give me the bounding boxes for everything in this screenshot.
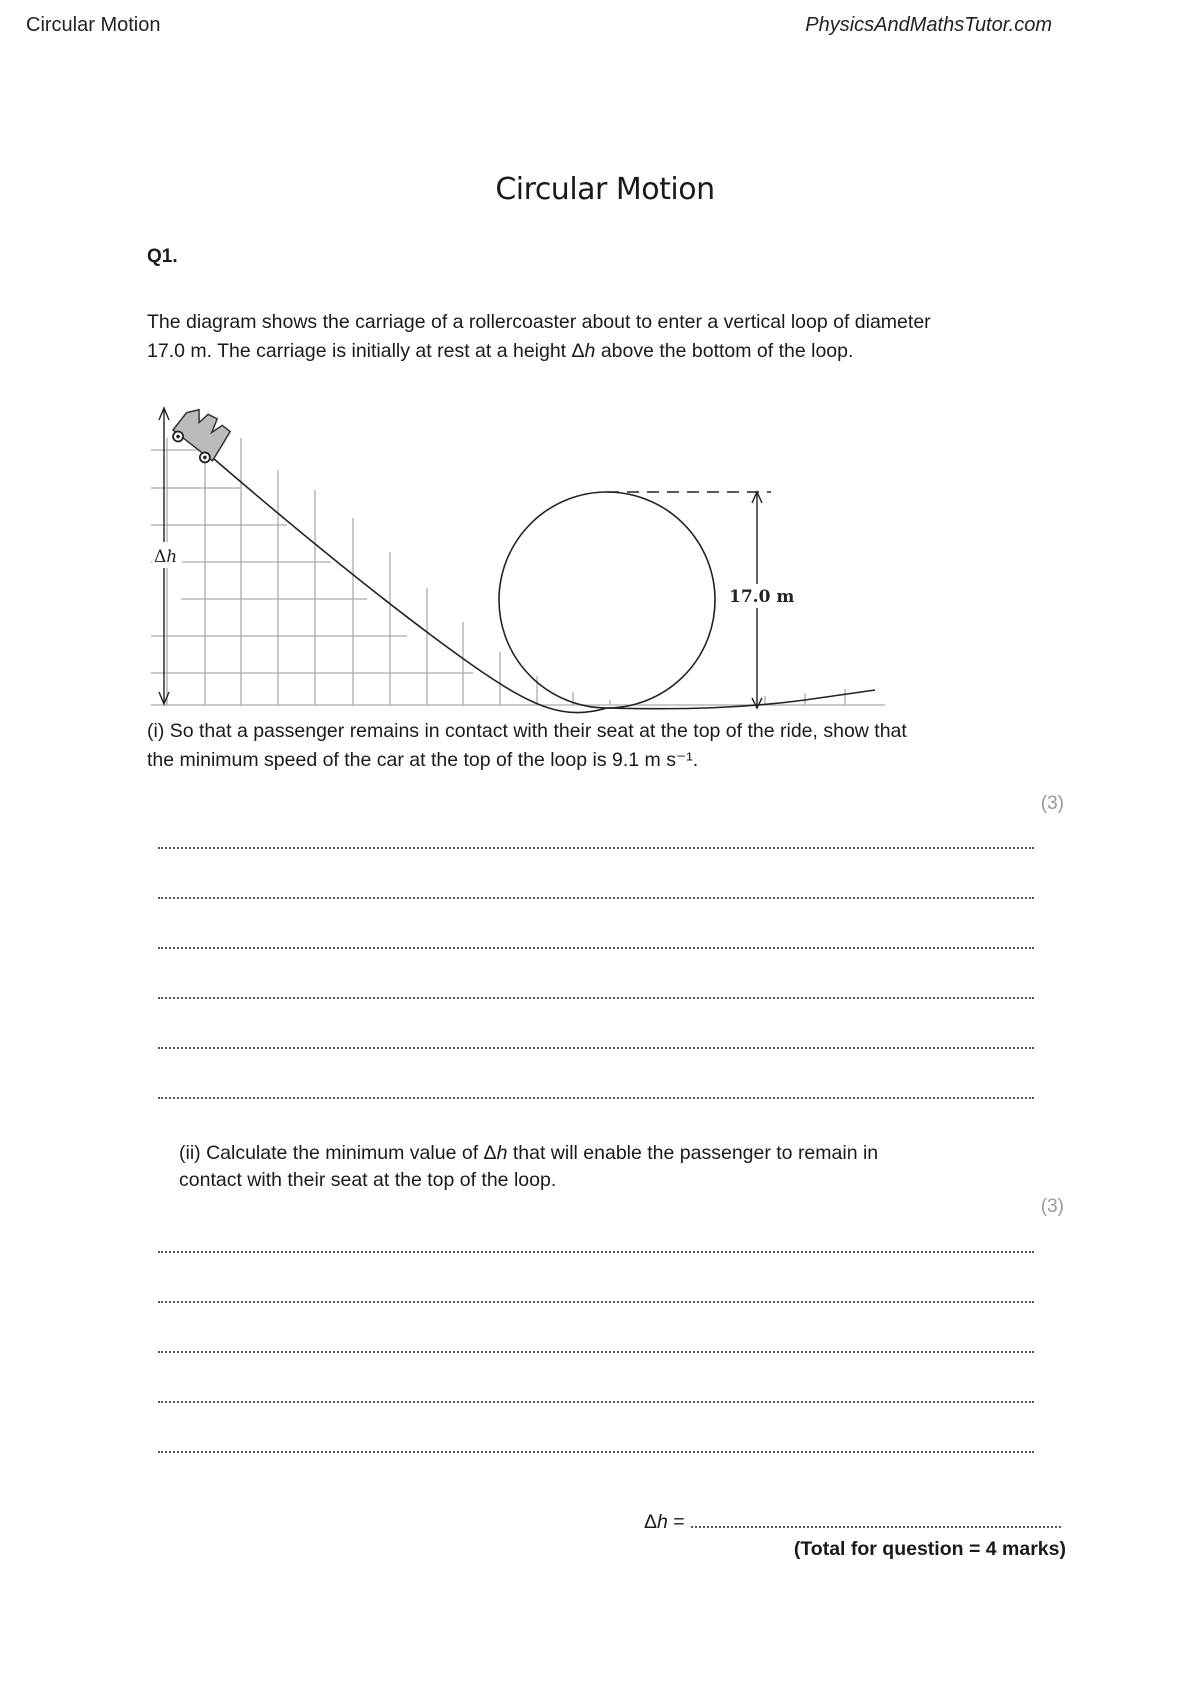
intro-text-a: 17.0 m. The carriage is initially at rest at a height Δ <box>147 340 585 362</box>
part-ii-var-h: h <box>496 1142 508 1164</box>
part-i-marks: (3) <box>1040 793 1064 814</box>
intro-line-2 <box>147 337 1067 366</box>
page-title: Circular Motion <box>495 172 715 207</box>
part-ii-marks: (3) <box>1040 1196 1064 1217</box>
answer-line-i-5[interactable] <box>158 1047 1034 1049</box>
answer-label-h: h <box>657 1511 668 1533</box>
height-label <box>154 547 177 567</box>
support-grid <box>151 438 885 705</box>
answer-line-ii-1[interactable] <box>158 1251 1034 1253</box>
intro-text-b: above the bottom of the loop. <box>595 340 854 362</box>
answer-label-delta: Δ <box>644 1511 658 1533</box>
part-ii-text-a: (ii) Calculate the minimum value of Δ <box>179 1142 497 1164</box>
answer-line-i-2[interactable] <box>158 897 1034 899</box>
rollercoaster-diagram <box>145 370 885 715</box>
part-ii-line-1 <box>179 1140 1039 1167</box>
final-answer-field[interactable] <box>691 1508 1061 1528</box>
carriage <box>169 402 235 467</box>
intro-var-h: h <box>584 340 596 362</box>
height-label-h: h <box>166 547 178 567</box>
part-ii-line-2: contact with their seat at the top of the loop. <box>179 1169 557 1191</box>
part-i-question <box>147 717 1067 775</box>
question-number: Q1. <box>147 246 178 267</box>
track <box>183 432 875 713</box>
question-intro <box>147 308 1067 366</box>
answer-line-ii-3[interactable] <box>158 1351 1034 1353</box>
header-right: PhysicsAndMathsTutor.com <box>805 14 1052 36</box>
answer-line-i-6[interactable] <box>158 1097 1034 1099</box>
vertical-loop <box>499 492 715 708</box>
answer-line-i-1[interactable] <box>158 847 1034 849</box>
part-ii-question <box>179 1140 1039 1194</box>
answer-label-eq: = <box>667 1511 685 1533</box>
height-label-delta: Δ <box>154 547 167 567</box>
intro-line-1: The diagram shows the carriage of a rollercoaster about to enter a vertical loop of diameter <box>147 311 931 333</box>
part-ii-text-b: that will enable the passenger to remain in <box>507 1142 879 1164</box>
part-i-line-1: (i) So that a passenger remains in contact with their seat at the top of the ride, show that <box>147 720 907 742</box>
question-total: (Total for question = 4 marks) <box>793 1538 1066 1560</box>
header-left: Circular Motion <box>26 14 161 36</box>
answer-line-ii-2[interactable] <box>158 1301 1034 1303</box>
part-i-line-2: the minimum speed of the car at the top of the loop is 9.1 m s⁻¹. <box>147 749 699 771</box>
answer-line-ii-5[interactable] <box>158 1451 1034 1453</box>
answer-line-i-3[interactable] <box>158 947 1034 949</box>
diameter-label: 17.0 m <box>729 587 795 607</box>
answer-line-ii-4[interactable] <box>158 1401 1034 1403</box>
final-answer <box>644 1508 1061 1534</box>
answer-line-i-4[interactable] <box>158 997 1034 999</box>
